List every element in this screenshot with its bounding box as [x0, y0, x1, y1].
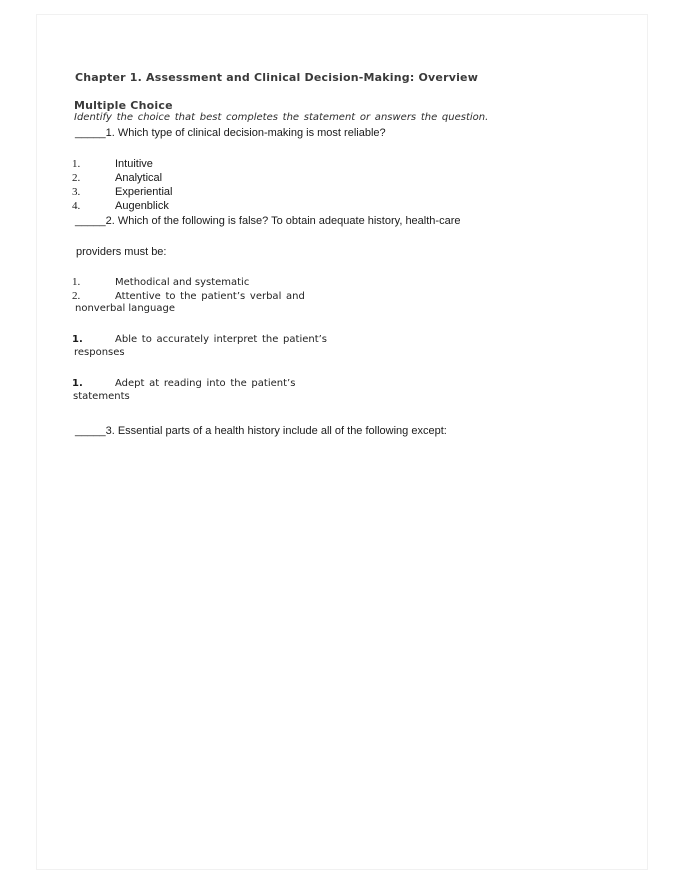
question-1-text: Which type of clinical decision-making is most reliable? — [117, 127, 386, 139]
choice-row — [72, 377, 295, 391]
choice-row — [72, 157, 172, 171]
question-1-number: 1. — [105, 127, 115, 139]
choice-label: Methodical and systematic — [115, 277, 250, 288]
choice-row — [72, 171, 172, 185]
choice-number: 2. — [72, 172, 81, 184]
question-1-stem — [75, 127, 386, 139]
choice-label: Attentive to the patient’s verbal and — [115, 291, 305, 302]
choice-number: 1. — [72, 158, 81, 170]
choice-label: Able to accurately interpret the patient’s — [115, 334, 328, 345]
question-3-number: 3. — [105, 425, 115, 437]
choice-row — [72, 289, 305, 303]
question-2-number: 2. — [105, 215, 115, 227]
choice-number: 2. — [72, 290, 81, 302]
choice-number: 1. — [72, 276, 81, 288]
choice-row — [72, 333, 327, 347]
section-heading: Multiple Choice — [74, 99, 173, 112]
choice-label: Experiential — [115, 186, 173, 198]
choice-label-wrap: responses — [74, 347, 125, 358]
choice-label-wrap: nonverbal language — [75, 303, 175, 314]
answer-blank: _____ — [75, 425, 106, 437]
document-title: Chapter 1. Assessment and Clinical Decision-Making: Overview — [75, 71, 479, 84]
choice-label: Augenblick — [115, 200, 169, 212]
choice-row — [72, 185, 172, 199]
question-2-text: Which of the following is false? To obtain adequate history, health-care — [117, 215, 461, 227]
choice-number: 4. — [72, 200, 81, 212]
question-3-text: Essential parts of a health history include all of the following except: — [117, 425, 447, 437]
document-page — [36, 14, 648, 870]
answer-blank: _____ — [75, 127, 106, 139]
question-2-stem — [75, 215, 460, 227]
answer-blank: _____ — [75, 215, 106, 227]
choice-label: Analytical — [115, 172, 163, 184]
choice-label-wrap: statements — [73, 391, 130, 402]
question-2-continuation: providers must be: — [76, 246, 167, 258]
choice-row — [72, 275, 249, 289]
choice-row — [72, 199, 172, 213]
choice-number: 3. — [72, 186, 81, 198]
choice-number: 1. — [72, 334, 83, 345]
section-instructions: Identify the choice that best completes the statement or answers the question. — [74, 112, 489, 123]
choice-number: 1. — [72, 378, 83, 389]
question-1-choices — [72, 157, 172, 213]
question-3-stem — [75, 425, 447, 437]
choice-label: Intuitive — [115, 158, 153, 170]
choice-label: Adept at reading into the patient’s — [115, 378, 296, 389]
